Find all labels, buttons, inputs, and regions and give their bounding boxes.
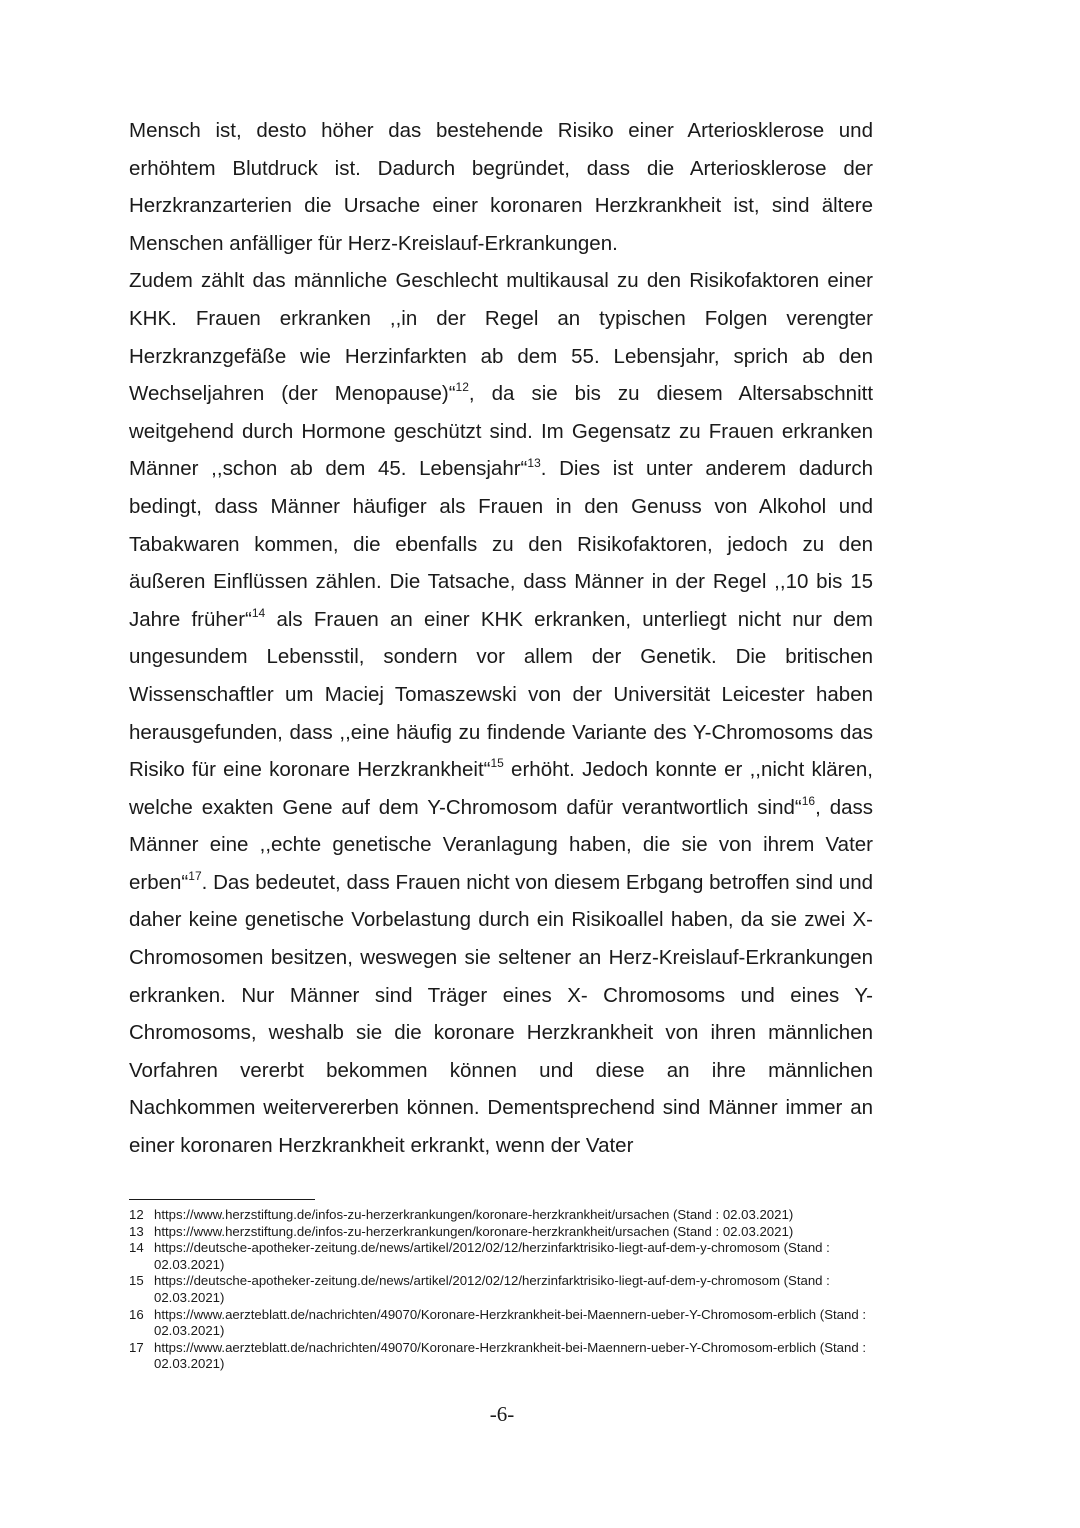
paragraph-1: Mensch ist, desto höher das bestehende Risiko einer Arteriosklerose und erhöhtem Blutdruck ist. Dadurch begründet, dass die Arteriosklerose der Herzkranzarterien die Ursache einer koronaren Herzkrankheit ist, sind ältere Menschen anfälliger für Herz-Kreislauf-Erkrankungen. — [129, 119, 873, 255]
footnote-link[interactable]: https://www.herzstiftung.de/infos-zu-herzerkrankungen/koronare-herzkrankheit/ursachen (Stand : 02.03.2021) — [154, 1207, 794, 1222]
footnote-13 — [129, 1224, 889, 1241]
footnote-ref-17[interactable]: 17 — [188, 869, 202, 884]
footnote-link[interactable]: https://www.aerzteblatt.de/nachrichten/49070/Koronare-Herzkrankheit-bei-Maennern-ueber-Y-Chromosom-erblich (Stand : 02.03.2021) — [154, 1339, 866, 1372]
main-text — [129, 112, 873, 1165]
text-segment: Zudem zählt das männliche Geschlecht multikausal zu den Risikofaktoren einer KHK. Frauen erkranken ,,in der Regel an typischen Folgen verengter Herzkranzgefäße wie Herzinfarkten ab dem 55. Lebensjahr, sprich ab den Wechseljahren (der Menopause)“ — [129, 269, 873, 406]
footnote-14 — [129, 1240, 889, 1273]
footnote-link[interactable]: https://www.herzstiftung.de/infos-zu-herzerkrankungen/koronare-herzkrankheit/ursachen (Stand : 02.03.2021) — [154, 1223, 794, 1239]
footnote-link[interactable]: https://deutsche-apotheker-zeitung.de/news/artikel/2012/02/12/herzinfarktrisiko-liegt-auf-dem-y-chromosom (Stand : 02.03.2021) — [154, 1240, 830, 1272]
paragraph-2 — [129, 262, 873, 1164]
text-segment: , da sie bis zu diesem Altersabschnitt weitgehend durch Hormone geschützt sind. Im Gegensatz zu Frauen erkranken Männer ,,schon ab dem 45. Lebensjahr“ — [129, 382, 874, 481]
footnote-ref-16[interactable]: 16 — [801, 793, 816, 808]
page-number: -6- — [489, 1402, 515, 1426]
text-segment: als Frauen an einer KHK erkranken, unterliegt nicht nur dem ungesundem Lebensstil, sondern vor allem der Genetik. Die britischen Wissenschaftler um Maciej Tomaszewski von der Universität Leicester haben herausgefunden, dass ,,eine häufig zu findende Variante des Y-Chromosoms das Risiko für eine koronare Herzkrankheit“ — [129, 607, 873, 782]
text-segment: . Dies ist unter anderem dadurch bedingt, dass Männer häufiger als Frauen in den Genuss von Alkohol und Tabakwaren kommen, die ebenfalls zu den Risikofaktoren, jedoch zu den äußeren Einflüssen zählen. Die Tatsache, dass Männer in der Regel ,,10 bis 15 Jahre früher“ — [129, 457, 874, 631]
footnote-ref-13[interactable]: 13 — [527, 455, 541, 470]
footnote-link[interactable]: https://www.aerzteblatt.de/nachrichten/49070/Koronare-Herzkrankheit-bei-Maennern-ueber-Y-Chromosom-erblich (Stand : 02.03.2021) — [154, 1306, 866, 1339]
text-segment: , dass Männer eine ,,echte genetische Veranlagung haben, die sie von ihrem Vater erben“ — [129, 795, 873, 894]
footnote-number: 17 — [129, 1339, 144, 1355]
footnote-17 — [129, 1340, 889, 1373]
footnote-16 — [129, 1307, 889, 1340]
footnote-number: 12 — [129, 1207, 144, 1222]
text-segment: . Das bedeutet, dass Frauen nicht von diesem Erbgang betroffen sind und daher keine genetische Vorbelastung durch ein Risikoallel haben, da sie zwei X-Chromosomen besitzen, weswegen sie seltener an Herz-Kreislauf-Erkrankungen erkranken. Nur Männer sind Träger eines X- Chromosoms und eines Y-Chromosoms, weshalb sie die koronare Herzkrankheit von ihren männlichen Vorfahren vererbt bekommen können und diese an ihre männlichen Nachkommen weitervererben können. Dementsprechend sind Männer immer an einer koronaren Herzkrankheit erkrankt, wenn der Vater — [129, 870, 873, 1158]
footnote-separator — [129, 1199, 315, 1200]
footnote-ref-12[interactable]: 12 — [455, 380, 469, 395]
footnote-number: 16 — [129, 1306, 144, 1322]
footnote-ref-14[interactable]: 14 — [251, 605, 266, 620]
footnote-link[interactable]: https://deutsche-apotheker-zeitung.de/news/artikel/2012/02/12/herzinfarktrisiko-liegt-auf-dem-y-chromosom (Stand : 02.03.2021) — [154, 1273, 830, 1305]
footnote-ref-15[interactable]: 15 — [490, 756, 504, 771]
text-segment: erhöht. Jedoch konnte er ,,nicht klären, welche exakten Gene auf dem Y-Chromosom dafür verantwortlich sind“ — [129, 758, 873, 819]
footnote-number: 13 — [129, 1223, 144, 1239]
footnotes — [129, 1207, 889, 1373]
footnote-15 — [129, 1273, 889, 1306]
footnote-number: 14 — [129, 1240, 144, 1256]
footnote-12 — [129, 1207, 889, 1224]
footnote-number: 15 — [129, 1273, 144, 1289]
